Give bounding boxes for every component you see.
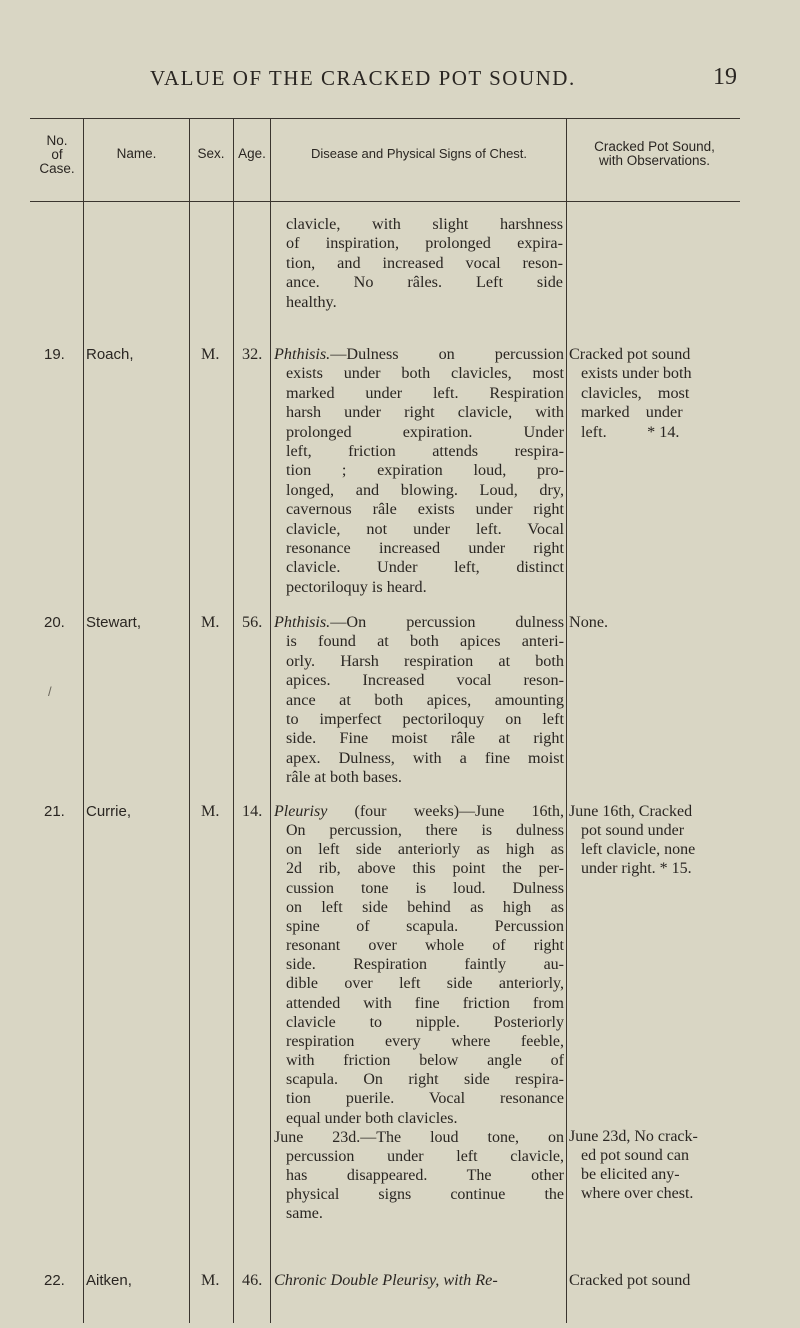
cracked-pot-entry: June 23d, No crack- ed pot sound can be elicited any- where over chest. — [569, 1128, 698, 1203]
patient-sex: M. — [201, 613, 220, 631]
header-cracked: Cracked Pot Sound, with Observations. — [594, 139, 715, 168]
continued-entry: clavicle, with slight harshness of inspiration, prolonged expira- tion, and increased vocal reson- ance. No râles. Left side healthy. — [286, 215, 563, 311]
patient-name: Currie, — [86, 803, 132, 820]
patient-name: Stewart, — [86, 614, 142, 631]
patient-name: Roach, — [86, 346, 134, 363]
case-number: 20. — [44, 614, 65, 631]
header-no: No. of Case. — [39, 133, 75, 176]
patient-age: 14. — [242, 802, 263, 820]
header-sex: Sex. — [197, 146, 225, 161]
cracked-pot-entry: Cracked pot sound — [569, 1271, 691, 1289]
column-rule — [270, 118, 271, 1323]
disease-entry: Phthisis.—On percussion dulness is found at both apices anteri- orly. Harsh respiration at both apices. Increased vocal reson- ance at both apices, amounting to imperfect pectoriloquy on left side. Fine moist râle at right apex. Dulness, with a fine moist râle at both bases. — [274, 613, 564, 787]
column-rule — [233, 118, 234, 1323]
column-rule — [189, 118, 190, 1323]
header-name: Name. — [116, 146, 157, 161]
patient-sex: M. — [201, 1271, 220, 1289]
patient-sex: M. — [201, 802, 220, 820]
case-number: 19. — [44, 346, 65, 363]
header-age: Age. — [238, 146, 266, 161]
case-number: 22. — [44, 1272, 65, 1289]
cracked-pot-entry: June 16th, Cracked pot sound under left clavicle, none under right. * 15. — [569, 803, 696, 878]
running-head: VALUE OF THE CRACKED POT SOUND. — [150, 66, 576, 90]
header-disease: Disease and Physical Signs of Chest. — [310, 146, 528, 161]
disease-entry: Chronic Double Pleurisy, with Re- — [274, 1271, 498, 1289]
cracked-pot-entry: None. — [569, 613, 609, 631]
header-bottom-rule — [30, 201, 740, 202]
table-top-rule — [30, 118, 740, 119]
margin-mark: / — [48, 684, 52, 699]
disease-entry: Phthisis.—Dulness on percussion exists under both clavicles, most marked under left. Respiration harsh under right clavicle, with prolonged expiration. Under left, friction attends respira- tion ; expiration loud, pro- longed, and blowing. Loud, dry, cavernous râle exists under right clavicle, not under left. Vocal resonance increased under right clavicle. Under left, distinct pectoriloquy is heard. — [274, 345, 564, 596]
patient-age: 56. — [242, 613, 263, 631]
patient-name: Aitken, — [86, 1272, 132, 1289]
patient-sex: M. — [201, 345, 220, 363]
patient-age: 32. — [242, 345, 263, 363]
patient-age: 46. — [242, 1271, 263, 1289]
cracked-pot-entry: Cracked pot sound exists under both clavicles, most marked under left. * 14. — [569, 345, 692, 441]
column-rule — [566, 118, 567, 1323]
disease-entry: Pleurisy (four weeks)—June 16th, On percussion, there is dulness on left side anteriorly as high as 2d rib, above this point the per- cussion tone is loud. Dulness on left side behind as high as spine of scapula. Percussion resonant over whole of right side. Respiration faintly au- dible over left side anteriorly, attended with fine friction from clavicle to nipple. Posteriorly respiration every where feeble, with friction below angle of scapula. On right side respira- tion puerile. Vocal resonance equal under both clavicles. June 23d.—The loud tone, on percussion under left clavicle, has disappeared. The other physical signs continue the same. — [274, 803, 564, 1223]
page-number: 19 — [713, 64, 737, 90]
column-rule — [83, 118, 84, 1323]
case-number: 21. — [44, 803, 65, 820]
